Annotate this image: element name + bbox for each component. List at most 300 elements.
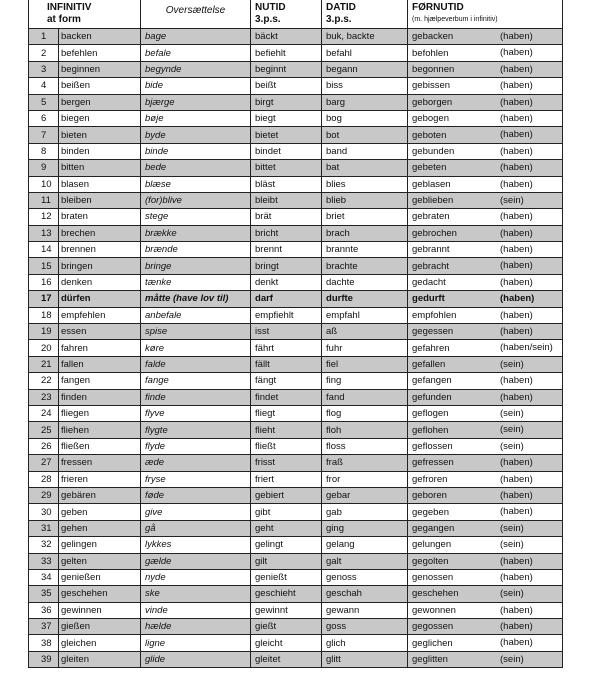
- auxiliary-verb-text: (haben): [500, 162, 533, 174]
- past-cell: blieb: [322, 192, 408, 208]
- table-row: [29, 160, 563, 176]
- table-row: [29, 192, 563, 208]
- table-row: [29, 324, 563, 340]
- row-number: 14: [29, 242, 59, 258]
- table-row: [29, 520, 563, 536]
- perfect-cell: [408, 340, 563, 356]
- participle-text: geboten: [412, 129, 447, 141]
- auxiliary-verb-text: (haben): [500, 375, 533, 387]
- infinitive-cell: gewinnen: [59, 602, 141, 618]
- infinitive-cell: beißen: [59, 78, 141, 94]
- present-cell: isst: [251, 324, 322, 340]
- auxiliary-verb-text: (sein): [500, 440, 524, 452]
- table-row: [29, 340, 563, 356]
- auxiliary-verb-text: (sein): [500, 653, 524, 665]
- participle-text: geflossen: [412, 440, 453, 452]
- table-row: [29, 356, 563, 372]
- participle-text: geblieben: [412, 195, 454, 207]
- perfect-cell: [408, 569, 563, 585]
- auxiliary-verb-text: (haben): [500, 293, 535, 305]
- table-row: [29, 438, 563, 454]
- auxiliary-verb-text: (sein): [500, 407, 524, 419]
- past-cell: band: [322, 143, 408, 159]
- infinitive-cell: fahren: [59, 340, 141, 356]
- infinitive-cell: fressen: [59, 455, 141, 471]
- row-number: 5: [29, 94, 59, 110]
- table-row: [29, 242, 563, 258]
- infinitive-cell: denken: [59, 274, 141, 290]
- row-number: 9: [29, 160, 59, 176]
- header-nutid-label: NUTID: [255, 2, 286, 13]
- translation-cell: vinde: [141, 602, 251, 618]
- participle-text: gebrochen: [412, 227, 457, 239]
- infinitive-cell: bitten: [59, 160, 141, 176]
- infinitive-cell: essen: [59, 324, 141, 340]
- perfect-cell: [408, 307, 563, 323]
- past-cell: floh: [322, 422, 408, 438]
- participle-text: gefroren: [412, 473, 448, 485]
- participle-text: gegangen: [412, 522, 455, 534]
- infinitive-cell: finden: [59, 389, 141, 405]
- translation-cell: bjærge: [141, 94, 251, 110]
- infinitive-cell: braten: [59, 209, 141, 225]
- perfect-cell: [408, 127, 563, 143]
- table-row: [29, 487, 563, 503]
- perfect-cell: [408, 258, 563, 274]
- row-number: 25: [29, 422, 59, 438]
- perfect-cell: [408, 192, 563, 208]
- row-number: 32: [29, 537, 59, 553]
- translation-cell: køre: [141, 340, 251, 356]
- perfect-cell: [408, 602, 563, 618]
- participle-text: gebracht: [412, 260, 449, 272]
- participle-text: geglitten: [412, 654, 448, 666]
- row-number: 6: [29, 110, 59, 126]
- row-number: 37: [29, 619, 59, 635]
- participle-text: gewonnen: [412, 604, 456, 616]
- participle-text: gegossen: [412, 621, 454, 633]
- present-cell: fällt: [251, 356, 322, 372]
- past-cell: gab: [322, 504, 408, 520]
- header-fornutid-label: FØRNUTID: [412, 2, 464, 13]
- infinitive-cell: gießen: [59, 619, 141, 635]
- infinitive-cell: brennen: [59, 242, 141, 258]
- present-cell: frisst: [251, 455, 322, 471]
- present-cell: brennt: [251, 242, 322, 258]
- perfect-cell: [408, 455, 563, 471]
- auxiliary-verb-text: (sein): [500, 194, 524, 206]
- perfect-cell: [408, 651, 563, 667]
- row-number: 30: [29, 504, 59, 520]
- translation-cell: lykkes: [141, 537, 251, 553]
- row-number: 21: [29, 356, 59, 372]
- present-cell: findet: [251, 389, 322, 405]
- row-number: 11: [29, 192, 59, 208]
- row-number: 10: [29, 176, 59, 192]
- present-cell: darf: [251, 291, 322, 307]
- table-row: [29, 455, 563, 471]
- translation-cell: glide: [141, 651, 251, 667]
- perfect-cell: [408, 635, 563, 651]
- translation-cell: blæse: [141, 176, 251, 192]
- perfect-cell: [408, 553, 563, 569]
- auxiliary-verb-text: (haben): [500, 621, 533, 633]
- infinitive-cell: empfehlen: [59, 307, 141, 323]
- row-number: 20: [29, 340, 59, 356]
- table-row: [29, 110, 563, 126]
- participle-text: gefunden: [412, 391, 452, 403]
- perfect-cell: [408, 209, 563, 225]
- table-row: [29, 94, 563, 110]
- participle-text: gefressen: [412, 457, 454, 469]
- table-row: [29, 651, 563, 667]
- header-datid: [322, 0, 408, 29]
- past-cell: barg: [322, 94, 408, 110]
- perfect-cell: [408, 110, 563, 126]
- perfect-cell: [408, 373, 563, 389]
- auxiliary-verb-text: (sein): [500, 358, 524, 370]
- row-number: 13: [29, 225, 59, 241]
- table-row: [29, 389, 563, 405]
- verb-table-body: [29, 29, 563, 668]
- translation-cell: binde: [141, 143, 251, 159]
- table-row: [29, 61, 563, 77]
- past-cell: gewann: [322, 602, 408, 618]
- translation-cell: føde: [141, 487, 251, 503]
- past-cell: glich: [322, 635, 408, 651]
- present-cell: beginnt: [251, 61, 322, 77]
- row-number: 24: [29, 405, 59, 421]
- row-number: 16: [29, 274, 59, 290]
- present-cell: gewinnt: [251, 602, 322, 618]
- row-number: 33: [29, 553, 59, 569]
- table-row: [29, 471, 563, 487]
- translation-cell: bage: [141, 29, 251, 45]
- header-infinitiv-label: INFINITIV: [47, 2, 92, 13]
- past-cell: geschah: [322, 586, 408, 602]
- header-oversaettelse: Oversættelse: [141, 0, 251, 29]
- participle-text: gedurft: [412, 293, 445, 305]
- row-number: 36: [29, 602, 59, 618]
- participle-text: geflohen: [412, 424, 449, 436]
- participle-text: geflogen: [412, 408, 449, 420]
- translation-cell: (for)blive: [141, 192, 251, 208]
- infinitive-cell: gelten: [59, 553, 141, 569]
- participle-text: geborgen: [412, 96, 453, 108]
- participle-text: gegolten: [412, 555, 449, 567]
- past-cell: gebar: [322, 487, 408, 503]
- translation-cell: fryse: [141, 471, 251, 487]
- infinitive-cell: backen: [59, 29, 141, 45]
- infinitive-cell: gelingen: [59, 537, 141, 553]
- perfect-cell: [408, 324, 563, 340]
- translation-cell: brække: [141, 225, 251, 241]
- participle-text: gegessen: [412, 326, 454, 338]
- translation-cell: flyve: [141, 405, 251, 421]
- participle-text: gefahren: [412, 342, 450, 354]
- participle-text: empfohlen: [412, 309, 457, 321]
- past-cell: galt: [322, 553, 408, 569]
- present-cell: fließt: [251, 438, 322, 454]
- present-cell: genießt: [251, 569, 322, 585]
- perfect-cell: [408, 291, 563, 307]
- header-fornutid-sub: (m. hjælpeverbum i infinitiv): [412, 16, 498, 23]
- participle-text: genossen: [412, 572, 454, 584]
- translation-cell: nyde: [141, 569, 251, 585]
- perfect-cell: [408, 94, 563, 110]
- auxiliary-verb-text: (haben): [500, 457, 533, 469]
- table-row: [29, 553, 563, 569]
- translation-cell: anbefale: [141, 307, 251, 323]
- infinitive-cell: bieten: [59, 127, 141, 143]
- table-row: [29, 78, 563, 94]
- translation-cell: bringe: [141, 258, 251, 274]
- translation-cell: finde: [141, 389, 251, 405]
- present-cell: gibt: [251, 504, 322, 520]
- present-cell: gießt: [251, 619, 322, 635]
- translation-cell: fange: [141, 373, 251, 389]
- row-number: 23: [29, 389, 59, 405]
- perfect-cell: [408, 405, 563, 421]
- header-nutid: [251, 0, 322, 29]
- row-number: 12: [29, 209, 59, 225]
- past-cell: fror: [322, 471, 408, 487]
- past-cell: glitt: [322, 651, 408, 667]
- present-cell: denkt: [251, 274, 322, 290]
- auxiliary-verb-text: (haben): [500, 571, 533, 583]
- past-cell: befahl: [322, 45, 408, 61]
- perfect-cell: [408, 160, 563, 176]
- present-cell: fährt: [251, 340, 322, 356]
- auxiliary-verb-text: (haben): [500, 326, 533, 338]
- auxiliary-verb-text: (haben): [500, 47, 533, 59]
- past-cell: fuhr: [322, 340, 408, 356]
- translation-cell: ske: [141, 586, 251, 602]
- perfect-cell: [408, 389, 563, 405]
- present-cell: bittet: [251, 160, 322, 176]
- perfect-cell: [408, 29, 563, 45]
- participle-text: gebrannt: [412, 244, 450, 256]
- present-cell: fängt: [251, 373, 322, 389]
- present-cell: befiehlt: [251, 45, 322, 61]
- perfect-cell: [408, 242, 563, 258]
- infinitive-cell: geben: [59, 504, 141, 520]
- past-cell: bog: [322, 110, 408, 126]
- translation-cell: byde: [141, 127, 251, 143]
- infinitive-cell: blasen: [59, 176, 141, 192]
- perfect-cell: [408, 422, 563, 438]
- table-row: [29, 537, 563, 553]
- row-number: 27: [29, 455, 59, 471]
- table-row: [29, 307, 563, 323]
- present-cell: bäckt: [251, 29, 322, 45]
- present-cell: bleibt: [251, 192, 322, 208]
- present-cell: gelingt: [251, 537, 322, 553]
- auxiliary-verb-text: (haben): [500, 276, 533, 288]
- present-cell: fliegt: [251, 405, 322, 421]
- row-number: 26: [29, 438, 59, 454]
- row-number: 7: [29, 127, 59, 143]
- auxiliary-verb-text: (haben): [500, 96, 533, 108]
- past-cell: genoss: [322, 569, 408, 585]
- infinitive-cell: genießen: [59, 569, 141, 585]
- table-row: [29, 569, 563, 585]
- auxiliary-verb-text: (haben): [500, 129, 533, 141]
- infinitive-cell: gehen: [59, 520, 141, 536]
- table-row: [29, 373, 563, 389]
- auxiliary-verb-text: (haben): [500, 473, 533, 485]
- participle-text: geschehen: [412, 588, 459, 600]
- table-row: [29, 258, 563, 274]
- auxiliary-verb-text: (haben): [500, 604, 533, 616]
- present-cell: gebiert: [251, 487, 322, 503]
- present-cell: gilt: [251, 553, 322, 569]
- row-number: 31: [29, 520, 59, 536]
- translation-cell: ligne: [141, 635, 251, 651]
- present-cell: bläst: [251, 176, 322, 192]
- table-row: [29, 405, 563, 421]
- perfect-cell: [408, 487, 563, 503]
- infinitive-cell: fallen: [59, 356, 141, 372]
- infinitive-cell: geschehen: [59, 586, 141, 602]
- past-cell: begann: [322, 61, 408, 77]
- table-row: [29, 602, 563, 618]
- header-infinitiv: [29, 0, 141, 29]
- participle-text: gebacken: [412, 31, 454, 43]
- table-row: [29, 619, 563, 635]
- auxiliary-verb-text: (haben): [500, 637, 533, 649]
- header-datid-sub: 3.p.s.: [326, 14, 352, 25]
- infinitive-cell: fliegen: [59, 405, 141, 421]
- present-cell: geht: [251, 520, 322, 536]
- infinitive-cell: biegen: [59, 110, 141, 126]
- row-number: 2: [29, 45, 59, 61]
- present-cell: bietet: [251, 127, 322, 143]
- past-cell: briet: [322, 209, 408, 225]
- translation-cell: bede: [141, 160, 251, 176]
- table-row: [29, 45, 563, 61]
- past-cell: fand: [322, 389, 408, 405]
- row-number: 15: [29, 258, 59, 274]
- auxiliary-verb-text: (haben): [500, 178, 533, 190]
- auxiliary-verb-text: (haben): [500, 555, 533, 567]
- translation-cell: tænke: [141, 274, 251, 290]
- auxiliary-verb-text: (haben): [500, 80, 533, 92]
- past-cell: fing: [322, 373, 408, 389]
- table-row: [29, 176, 563, 192]
- auxiliary-verb-text: (sein): [500, 424, 524, 436]
- infinitive-cell: brechen: [59, 225, 141, 241]
- translation-cell: stege: [141, 209, 251, 225]
- present-cell: bindet: [251, 143, 322, 159]
- past-cell: goss: [322, 619, 408, 635]
- auxiliary-verb-text: (haben): [500, 31, 533, 42]
- present-cell: gleitet: [251, 651, 322, 667]
- infinitive-cell: dürfen: [59, 291, 141, 307]
- perfect-cell: [408, 143, 563, 159]
- perfect-cell: [408, 45, 563, 61]
- row-number: 28: [29, 471, 59, 487]
- auxiliary-verb-text: (haben): [500, 309, 533, 321]
- perfect-cell: [408, 356, 563, 372]
- perfect-cell: [408, 438, 563, 454]
- table-row: [29, 291, 563, 307]
- perfect-cell: [408, 176, 563, 192]
- table-row: [29, 143, 563, 159]
- table-row: [29, 422, 563, 438]
- present-cell: gleicht: [251, 635, 322, 651]
- participle-text: gebissen: [412, 80, 451, 92]
- infinitive-cell: bergen: [59, 94, 141, 110]
- present-cell: birgt: [251, 94, 322, 110]
- participle-text: gefangen: [412, 375, 452, 387]
- perfect-cell: [408, 586, 563, 602]
- translation-cell: måtte (have lov til): [141, 291, 251, 307]
- participle-text: gebunden: [412, 145, 455, 157]
- translation-cell: bide: [141, 78, 251, 94]
- header-nutid-sub: 3.p.s.: [255, 14, 281, 25]
- auxiliary-verb-text: (haben): [500, 489, 533, 501]
- perfect-cell: [408, 225, 563, 241]
- past-cell: gelang: [322, 537, 408, 553]
- present-cell: biegt: [251, 110, 322, 126]
- translation-cell: flyde: [141, 438, 251, 454]
- past-cell: empfahl: [322, 307, 408, 323]
- present-cell: beißt: [251, 78, 322, 94]
- auxiliary-verb-text: (haben): [500, 244, 533, 256]
- participle-text: gebogen: [412, 113, 449, 125]
- translation-cell: gælde: [141, 553, 251, 569]
- translation-cell: give: [141, 504, 251, 520]
- participle-text: gelungen: [412, 539, 452, 551]
- auxiliary-verb-text: (sein): [500, 539, 524, 551]
- row-number: 29: [29, 487, 59, 503]
- past-cell: floss: [322, 438, 408, 454]
- row-number: 1: [29, 29, 59, 45]
- past-cell: bot: [322, 127, 408, 143]
- past-cell: biss: [322, 78, 408, 94]
- perfect-cell: [408, 471, 563, 487]
- perfect-cell: [408, 537, 563, 553]
- table-row: [29, 274, 563, 290]
- row-number: 22: [29, 373, 59, 389]
- row-number: 39: [29, 651, 59, 667]
- participle-text: geblasen: [412, 178, 451, 190]
- translation-cell: bøje: [141, 110, 251, 126]
- auxiliary-verb-text: (sein): [500, 522, 524, 534]
- past-cell: aß: [322, 324, 408, 340]
- participle-text: gegeben: [412, 506, 449, 518]
- row-number: 19: [29, 324, 59, 340]
- infinitive-cell: beginnen: [59, 61, 141, 77]
- past-cell: durfte: [322, 291, 408, 307]
- row-number: 18: [29, 307, 59, 323]
- row-number: 4: [29, 78, 59, 94]
- auxiliary-verb-text: (haben): [500, 506, 533, 518]
- table-row: [29, 29, 563, 45]
- row-number: 38: [29, 635, 59, 651]
- participle-text: gedacht: [412, 277, 446, 289]
- participle-text: gebeten: [412, 162, 447, 174]
- auxiliary-verb-text: (sein): [500, 588, 524, 600]
- table-header-row: [29, 0, 563, 29]
- auxiliary-verb-text: (haben): [500, 211, 533, 223]
- infinitive-cell: fließen: [59, 438, 141, 454]
- participle-text: begonnen: [412, 63, 455, 75]
- infinitive-cell: bleiben: [59, 192, 141, 208]
- table-row: [29, 225, 563, 241]
- table-row: [29, 504, 563, 520]
